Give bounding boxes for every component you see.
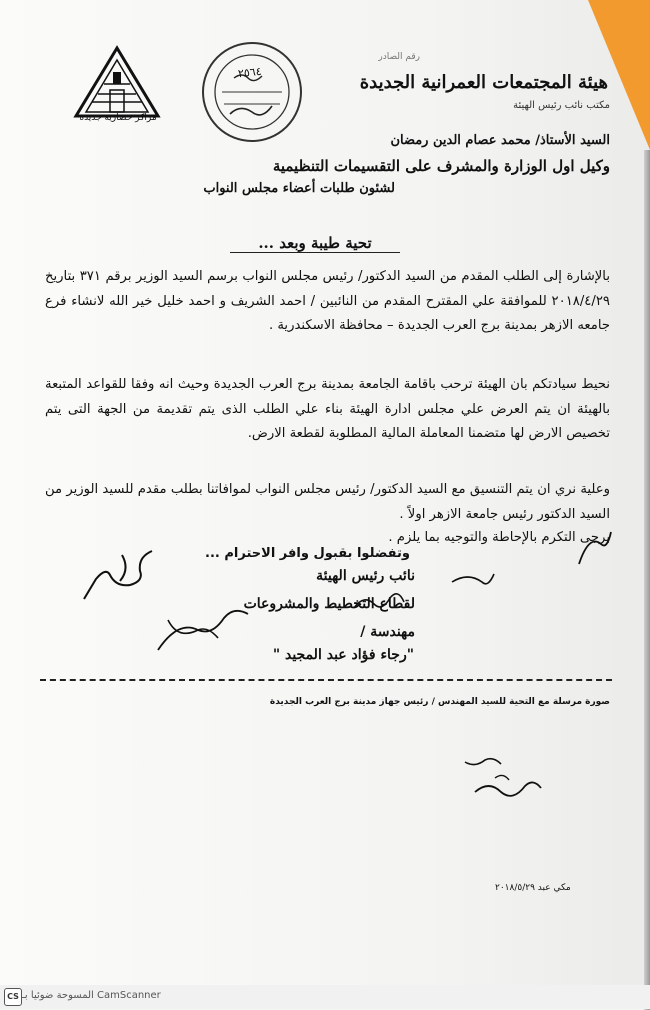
page-edge-shadow [644, 150, 650, 1010]
separator-line [40, 679, 612, 681]
logo-emblem-icon [72, 44, 162, 124]
addressee-line-1: السيد الأستاذ/ محمد عصام الدين رمضان [390, 133, 610, 148]
greeting: تحية طيبة وبعد ... [230, 234, 400, 253]
handwritten-initial-2 [448, 566, 498, 596]
handwritten-mark-right [575, 528, 615, 568]
paragraph-3: وعلية نري ان يتم التنسيق مع السيد الدكتور/ رئيس مجلس النواب لموافاتنا بطلب مقدم للسيد الوزير من السيد الدكتور رئيس جامعة الازهر اولاً . [45, 482, 610, 522]
closing-line: وتفضلوا بقبول وافر الاحترام ... [205, 546, 410, 561]
paragraph-4: برجى التكرم بالإحاطة والتوجيه بما يلزم . [388, 530, 610, 545]
handwritten-date-scribble [148, 600, 258, 660]
camscanner-icon: CS [4, 988, 22, 1006]
paragraph-2: نحيط سيادتكم بان الهيئة ترحب باقامة الجامعة بمدينة برج العرب الجديدة وحيث انه وفقا للقواعد المتبعة بالهيئة ان يتم العرض علي مجلس ادارة الهيئة بناء علي الطلب الذى يتم تقديمة من الجهة التى يتم تخصيص الارض لها متضمنا المعاملة المالية المطلوبة لقطعة الارض. [45, 377, 610, 441]
copy-note: صورة مرسلة مع التحية للسيد المهندس / رئيس جهاز مدينة برج العرب الجديدة [269, 697, 610, 707]
signatory-title-2: لقطاع التخطيط والمشروعات [243, 596, 415, 612]
organization-name: هيئة المجتمعات العمرانية الجديدة [359, 72, 608, 93]
addressee-line-3: لشئون طلبات أعضاء مجلس النواب [203, 181, 395, 196]
handwritten-signature [82, 545, 162, 605]
addressee-line-2: وكيل اول الوزارة والمشرف على التقسيمات التنظيمية [272, 157, 610, 175]
signatory-prefix: مهندسة / [360, 624, 415, 640]
handwritten-initial-1 [350, 588, 410, 618]
logo-caption: مراكز حضارية جديدة [79, 113, 157, 123]
stamp-number: ٢٥٦٤ [237, 64, 263, 81]
handwritten-note [455, 752, 545, 812]
office-name: مكتب نائب رئيس الهيئة [513, 100, 610, 111]
signatory-title-1: نائب رئيس الهيئة [316, 568, 415, 584]
reference-date: مكي عبد ٢٠١٨/٥/٢٩ [495, 883, 571, 893]
scanner-label: CamScanner المسوحة ضوئيا بـ [22, 990, 161, 1001]
outgoing-ref-label: رقم الصادر [378, 52, 420, 62]
signatory-name: "رجاء فؤاد عبد المجيد " [272, 647, 414, 663]
paragraph-1: بالإشارة إلى الطلب المقدم من السيد الدكتور/ رئيس مجلس النواب برسم السيد الوزير برقم ٣٧١ بتاريخ ٢٠١٨/٤/٢٩ للموافقة علي المقترح المقدم من النائبين / احمد الشريف و احمد خليل خير الله لانشاء فرع جامعه الازهر بمدينة برج العرب الجديدة – محافظة الاسكندرية . [45, 269, 610, 333]
stamp-seal-icon [200, 40, 304, 144]
